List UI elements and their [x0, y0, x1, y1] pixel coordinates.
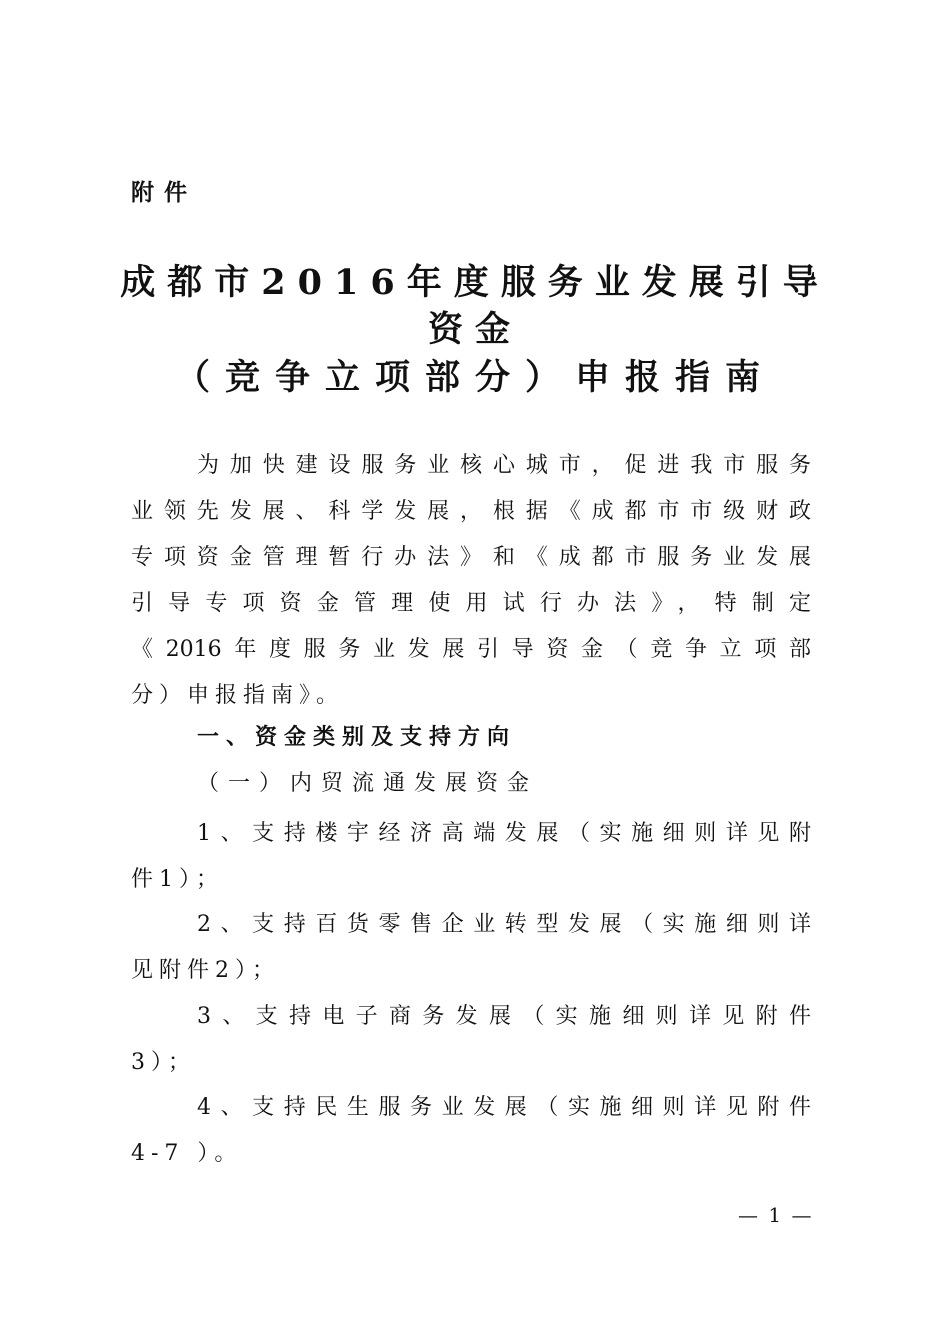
list-item-line: 见附件2）；: [131, 958, 280, 983]
intro-line: 《2016年度服务业发展引导资金（竞争立项部: [131, 637, 811, 662]
intro-line: 业领先发展、科学发展，根据《成都市市级财政: [131, 499, 811, 524]
list-item-line: 4、支持民生服务业发展（实施细则详见附件: [197, 1095, 811, 1120]
list-item: [131, 902, 811, 994]
page-number: — 1 —: [738, 1203, 814, 1227]
document-title-line-3: （竞争立项部分）申报指南: [174, 357, 775, 398]
intro-paragraph: [131, 443, 811, 719]
intro-line: 引导专项资金管理使用试行办法》，特制定: [131, 591, 811, 616]
list-item-line: 4-7 ）。: [131, 1141, 243, 1166]
section-heading: 一、资金类别及支持方向: [197, 725, 517, 750]
subsection-heading: （一）内贸流通发展资金: [197, 771, 539, 796]
attachment-label: 附件: [131, 180, 197, 206]
intro-line: 分）申报指南》。: [131, 683, 345, 708]
list-item-line: 件1）；: [131, 867, 224, 892]
document-title-line-2: 资金: [427, 309, 522, 350]
list-item: [131, 811, 811, 903]
document-title-line-1: 成都市2016年度服务业发展引导: [120, 262, 830, 303]
list-item-line: 1、支持楼宇经济高端发展（实施细则详见附: [197, 821, 811, 846]
list-item-line: 2、支持百货零售企业转型发展（实施细则详: [197, 912, 811, 937]
list-item-line: 3、支持电子商务发展（实施细则详见附件: [197, 1004, 811, 1029]
list-item: [131, 994, 811, 1086]
list-item-line: 3）；: [131, 1050, 196, 1075]
intro-line: 专项资金管理暂行办法》和《成都市服务业发展: [131, 545, 811, 570]
list-item: [131, 1085, 811, 1177]
intro-line: 为加快建设服务业核心城市，促进我市服务: [197, 453, 811, 478]
